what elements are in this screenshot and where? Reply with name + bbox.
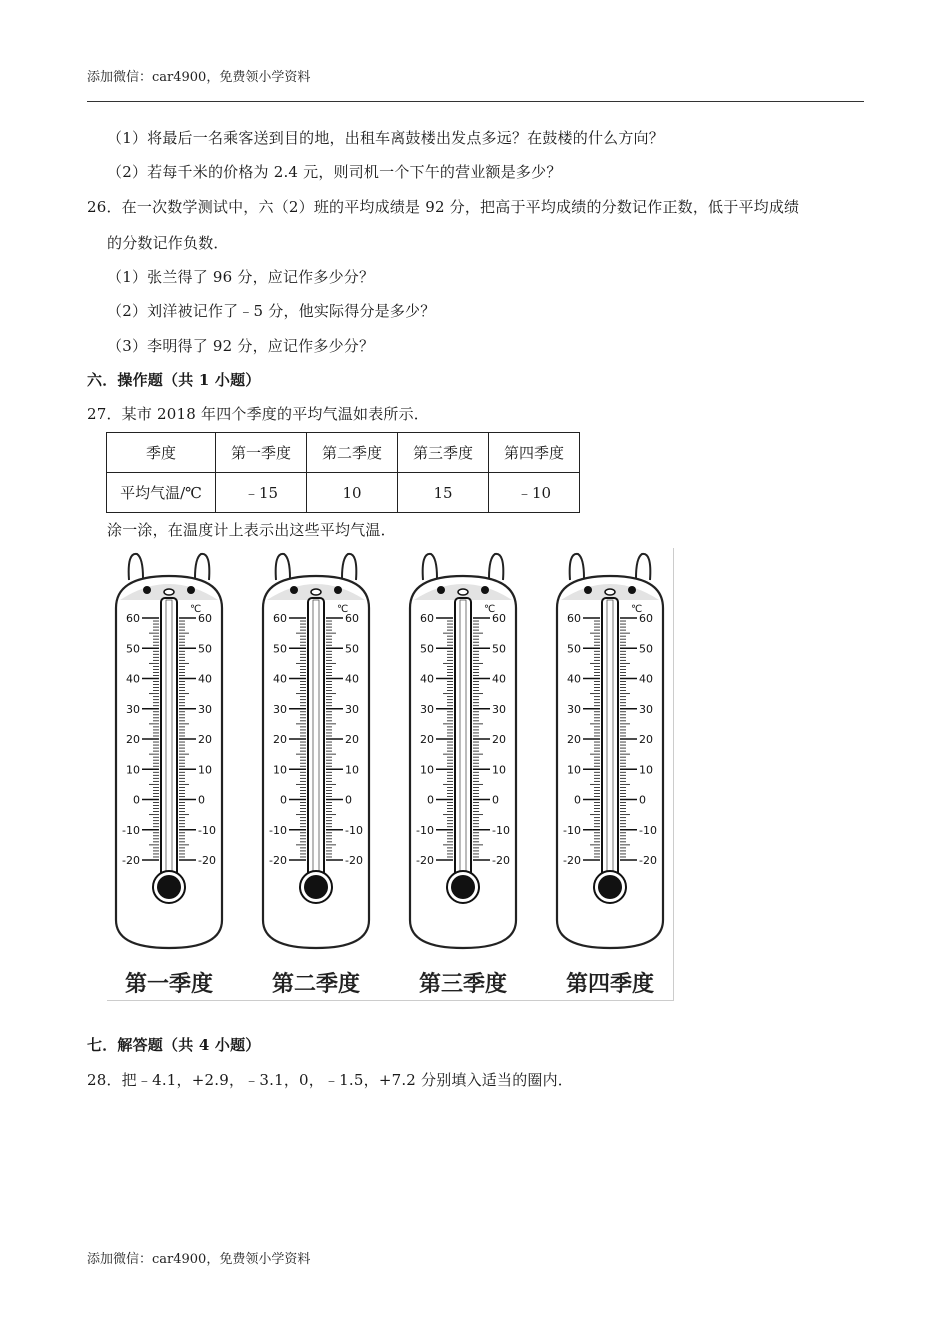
eye-icon <box>481 586 489 594</box>
table-cell: 季度 <box>107 433 216 473</box>
nose-icon <box>458 589 468 595</box>
tick-label: 10 <box>345 763 359 777</box>
tick-label: -10 <box>269 823 287 837</box>
tick-label: 10 <box>126 763 140 777</box>
tick-label: 60 <box>273 612 287 625</box>
table-header-row <box>107 433 580 473</box>
tick-label: 20 <box>639 733 653 746</box>
table-cell: 15 <box>398 473 489 513</box>
tick-label: 40 <box>345 672 359 686</box>
tick-label: 10 <box>567 763 581 777</box>
tick-label: -20 <box>639 854 657 867</box>
tick-label: 10 <box>420 763 434 777</box>
tick-label: 20 <box>567 733 581 746</box>
nose-icon <box>164 589 174 595</box>
eye-icon <box>628 586 636 594</box>
ear-icon <box>570 554 584 580</box>
nose-icon <box>605 589 615 595</box>
eye-icon <box>334 586 342 594</box>
unit-label: ℃ <box>484 604 496 615</box>
ear-icon <box>489 554 503 580</box>
tick-label: -10 <box>122 823 140 837</box>
tick-label: 50 <box>639 642 653 656</box>
tick-label: 0 <box>133 793 140 807</box>
q26-stem-line1: 26．在一次数学测试中，六（2）班的平均成绩是 92 分，把高于平均成绩的分数记作正数，低于平均成绩 <box>87 198 800 216</box>
tick-label: 50 <box>273 642 287 656</box>
ear-icon <box>636 554 650 580</box>
thermometer-figure <box>107 548 674 1001</box>
q25-part1: （1）将最后一名乘客送到目的地，出租车离鼓楼出发点多远？在鼓楼的什么方向？ <box>107 129 664 147</box>
tick-label: -20 <box>345 854 363 867</box>
table-cell: ﹣10 <box>489 473 580 513</box>
tick-label: 10 <box>639 763 653 777</box>
q26-part2: （2）刘洋被记作了﹣5 分，他实际得分是多少？ <box>107 302 436 320</box>
tick-label: 50 <box>198 642 212 656</box>
tick-label: -20 <box>492 854 510 867</box>
tick-label: 0 <box>280 793 287 807</box>
table-cell: 平均气温/℃ <box>107 473 216 513</box>
tick-label: 0 <box>574 793 581 807</box>
thermometer-bulb <box>157 875 181 899</box>
tick-label: 60 <box>345 612 359 625</box>
tick-label: -10 <box>563 823 581 837</box>
tick-label: 50 <box>126 642 140 656</box>
unit-label: ℃ <box>190 604 202 615</box>
thermometers-svg <box>107 548 673 1000</box>
ear-icon <box>423 554 437 580</box>
tick-label: -20 <box>269 854 287 867</box>
table-cell: ﹣15 <box>216 473 307 513</box>
tick-label: 40 <box>420 672 434 686</box>
tick-label: 20 <box>273 733 287 746</box>
thermometer-bulb <box>451 875 475 899</box>
q27-stem: 27．某市 2018 年四个季度的平均气温如表所示． <box>87 405 429 423</box>
tick-label: 0 <box>427 793 434 807</box>
eye-icon <box>290 586 298 594</box>
tick-label: 40 <box>126 672 140 686</box>
thermometer-capillary <box>313 600 319 884</box>
tick-label: -10 <box>492 823 510 837</box>
tick-label: 60 <box>492 612 506 625</box>
tick-label: 50 <box>420 642 434 656</box>
tick-label: 50 <box>567 642 581 656</box>
tick-label: -20 <box>416 854 434 867</box>
header-divider <box>87 101 864 102</box>
tick-label: 60 <box>567 612 581 625</box>
tick-label: 20 <box>126 733 140 746</box>
tick-label: 60 <box>420 612 434 625</box>
tick-label: 50 <box>492 642 506 656</box>
thermometer-bulb <box>598 875 622 899</box>
q26-part3: （3）李明得了 92 分，应记作多少分？ <box>107 337 375 355</box>
tick-label: 0 <box>492 793 499 807</box>
tick-label: -10 <box>416 823 434 837</box>
unit-label: ℃ <box>337 604 349 615</box>
tick-label: -10 <box>198 823 216 837</box>
quarter-label: 第四季度 <box>565 971 655 997</box>
q25-part2: （2）若每千米的价格为 2.4 元，则司机一个下午的营业额是多少？ <box>107 163 562 181</box>
table-cell: 第三季度 <box>398 433 489 473</box>
page-header: 添加微信：car4900，免费领小学资料 <box>87 70 311 85</box>
quarter-label: 第二季度 <box>271 971 361 997</box>
table-cell: 10 <box>307 473 398 513</box>
tick-label: 30 <box>273 702 287 716</box>
thermometer-capillary <box>607 600 613 884</box>
tick-label: 20 <box>345 733 359 746</box>
quarter-label: 第一季度 <box>124 971 214 997</box>
thermometer-capillary <box>460 600 466 884</box>
section7-title: 七．解答题（共 4 小题） <box>87 1036 261 1054</box>
ear-icon <box>195 554 209 580</box>
q26-stem-line2: 的分数记作负数． <box>107 234 229 252</box>
eye-icon <box>437 586 445 594</box>
table-row <box>107 473 580 513</box>
temperature-table <box>106 432 580 513</box>
quarter-label: 第三季度 <box>418 971 508 997</box>
q26-part1: （1）张兰得了 96 分，应记作多少分？ <box>107 268 375 286</box>
tick-label: 40 <box>198 672 212 686</box>
section6-title: 六．操作题（共 1 小题） <box>87 371 261 389</box>
tick-label: 10 <box>492 763 506 777</box>
table-cell: 第一季度 <box>216 433 307 473</box>
tick-label: 20 <box>198 733 212 746</box>
tick-label: 30 <box>126 702 140 716</box>
tick-label: 40 <box>492 672 506 686</box>
tick-label: 20 <box>420 733 434 746</box>
q27-instruction: 涂一涂，在温度计上表示出这些平均气温． <box>107 521 396 539</box>
tick-label: 30 <box>639 702 653 716</box>
page-footer: 添加微信：car4900，免费领小学资料 <box>87 1252 311 1267</box>
tick-label: 10 <box>198 763 212 777</box>
tick-label: -20 <box>122 854 140 867</box>
unit-label: ℃ <box>631 604 643 615</box>
nose-icon <box>311 589 321 595</box>
tick-label: -10 <box>639 823 657 837</box>
eye-icon <box>187 586 195 594</box>
tick-label: 30 <box>492 702 506 716</box>
tick-label: -20 <box>198 854 216 867</box>
eye-icon <box>584 586 592 594</box>
tick-label: 40 <box>639 672 653 686</box>
tick-label: 60 <box>126 612 140 625</box>
ear-icon <box>129 554 143 580</box>
q28-stem: 28．把﹣4.1，+2.9，﹣3.1，0，﹣1.5，+7.2 分别填入适当的圈内． <box>87 1071 574 1089</box>
ear-icon <box>276 554 290 580</box>
tick-label: 20 <box>492 733 506 746</box>
thermometer-bulb <box>304 875 328 899</box>
tick-label: 10 <box>273 763 287 777</box>
tick-label: 0 <box>345 793 352 807</box>
thermometer-capillary <box>166 600 172 884</box>
tick-label: 40 <box>567 672 581 686</box>
tick-label: 40 <box>273 672 287 686</box>
tick-label: 0 <box>198 793 205 807</box>
tick-label: 30 <box>567 702 581 716</box>
ear-icon <box>342 554 356 580</box>
table-cell: 第四季度 <box>489 433 580 473</box>
tick-label: 50 <box>345 642 359 656</box>
tick-label: 60 <box>639 612 653 625</box>
tick-label: 60 <box>198 612 212 625</box>
tick-label: 30 <box>198 702 212 716</box>
table-cell: 第二季度 <box>307 433 398 473</box>
tick-label: 30 <box>345 702 359 716</box>
eye-icon <box>143 586 151 594</box>
tick-label: 0 <box>639 793 646 807</box>
tick-label: -20 <box>563 854 581 867</box>
tick-label: 30 <box>420 702 434 716</box>
tick-label: -10 <box>345 823 363 837</box>
